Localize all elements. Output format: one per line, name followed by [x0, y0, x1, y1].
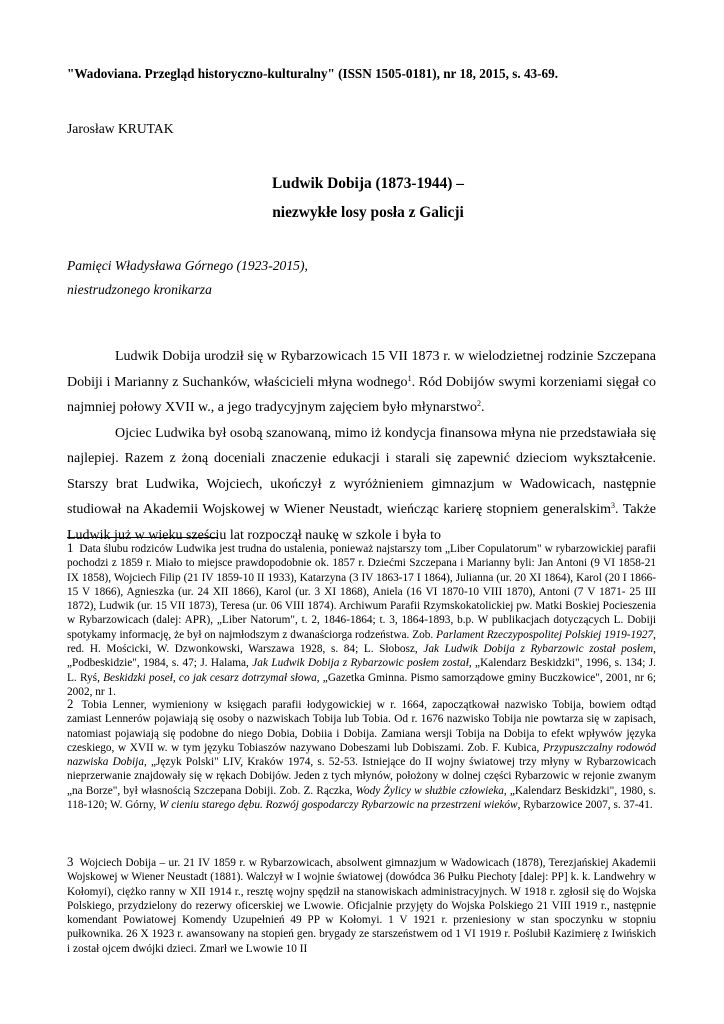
- footnote-1: [67, 541, 656, 699]
- footnote-1-text-3: , „Podbeskidzie", 1984, s. 47; J. Halama,: [67, 643, 656, 670]
- footnote-2-text-1: Tobia Lenner, wymieniony w księgach parafii łodygowickiej w r. 1664, zapoczątkował nazwisko Tobija, bowiem odtąd zamiast Lennerów pojawiają się osoby o nazwiskach Tobija lub Tobia. Od r. 1676 nazwisko Tobija nie powtarza się w zapisach, natomiast pojawiają się podobne do niego Dobia, Dobiia i Dobija. Zamiana wersji Tobija na Dobija to efekt wpływów języka czeskiego, w XVII w. w tym języku Tobiaszów nazywano Dobeszami lub Dobiszami. Zob. F. Kubica,: [67, 699, 656, 754]
- paragraph-2-text-a: Ojciec Ludwika był osobą szanowaną, mimo iż kondycja finansowa młyna nie przedstawiała się najlepiej. Razem z żoną doceniali znaczenie edukacji i starali się zapewnić dzieciom wykształcenie. Starszy brat Ludwika, Wojciech, ukończył z wyróżnieniem gimnazjum w Wadowicach, następnie studiował na Akademii Wojskowej w Wiener Neustadt, wieńcząc karierę stopniem generalskim: [67, 425, 656, 517]
- footnote-3-text-1: Wojciech Dobija – ur. 21 IV 1859 r. w Rybarzowicach, absolwent gimnazjum w Wadowicach (1878), Terezjańskiej Akademii Wojskowej w Wiener Neustadt (1881). Walczył w I wojnie światowej (dowódca 36 Pułku Piechoty [dalej: PP] k. k. Landwehry w Kołomyi), ciężko ranny w XII 1914 r., resztę wojny spędził na stanowiskach administracyjnych. W 1918 r. zgłosił się do Wojska Polskiego, przydzielony do rezerwy oficerskiej we Lwowie. Oficjalnie przyjęty do Wojska Polskiego 21 VIII 1919 r., następnie komendant Powiatowej Komendy Uzupełnień 49 PP w Kołomyi. 1 V 1921 r. przeniesiony w stan spoczynku w stopniu pułkownika. 26 X 1923 r. awansowany na stopień gen. brygady ze starszeństwem od 1 VI 1919 r. Poślubił Kazimierę z Iwińskich i został ojcem dwójki dzieci. Zmarł we Lwowie 10 II: [67, 857, 657, 955]
- footnote-1-text-5: , „Gazetka Gminna. Pismo samorządowe gminy Buczkowice", 2001, nr 6; 2002, nr 1.: [67, 671, 656, 698]
- footnote-1-text-1: Data ślubu rodziców Ludwika jest trudna do ustalenia, ponieważ najstarszy tom „Liber Copulatorum" w rybarzowickiej parafii pochodzi z 1859 r. Miało to miejsce prawdopodobnie ok. 1857 r. Dziećmi Szczepana i Marianny byli: Jan Antoni (9 VI 1858-21 IX 1858), Wojciech Filip (21 IV 1859-10 II 1933), Katarzyna (3 IV 1863-17 I 1864), Julianna (ur. 20 XI 1864), Karol (20 I 1866-15 V 1866), Agnieszka (ur. 24 XII 1866), Karol (ur. 3 XI 1868), Aniela (16 VI 1870-10 VIII 1870), Antoni (7 V 1871- 25 III 1872), Ludwik (ur. 15 VII 1873), Teresa (ur. 06 VIII 1874). Archiwum Parafii Rzymskokatolickiej pw. Matki Boskiej Pocieszenia w Rybarzowicach (dalej: APR), „Liber Natorum", t. 2, 1846-1864; t. 3, 1864-1893, b.p. W publikacjach dotyczących L. Dobiji spotykamy informację, że był on najmłodszym z dwanaściorga rodzeństwa. Zob.: [67, 543, 656, 641]
- dedication-line-1: Pamięci Władysława Górnego (1923-2015),: [67, 258, 308, 273]
- footnote-3-number: 3: [67, 855, 74, 869]
- footnote-1-text-2: , red. H. Mościcki, W. Dzwonkowski, Warszawa 1928, s. 84; L. Słobosz,: [67, 628, 656, 656]
- article-title-line-1: Ludwik Dobija (1873-1944) –: [272, 175, 464, 192]
- footnote-separator: [67, 537, 217, 538]
- author-name: Jarosław KRUTAK: [67, 121, 174, 136]
- main-body-text: [67, 344, 656, 548]
- paragraph-2: [67, 421, 656, 549]
- paragraph-2-text-b: . Także Ludwik już w wieku sześciu lat rozpoczął naukę w szkole i była to: [67, 502, 656, 543]
- footnote-ref-3[interactable]: 3: [611, 501, 616, 510]
- journal-citation-header: "Wadoviana. Przegląd historyczno-kulturalny" (ISSN 1505-0181), nr 18, 2015, s. 43-69.: [67, 66, 559, 81]
- footnote-1-text-4: , „Kalendarz Beskidzki", 1996, s. 134; J. L. Ryś,: [67, 657, 656, 684]
- footnote-ref-1[interactable]: 1: [407, 373, 412, 383]
- footnote-1-number: 1: [67, 541, 74, 555]
- footnote-2-text-2: , „Język Polski" LIV, Kraków 1974, s. 52-53. Istniejące do II wojny światowej trzy młyny w Rybarzowicach nieprzerwanie znajdowały się w rękach Dobijów. Jeden z tych młynów, położony w dolnej części Rybarzowic w rejonie zwanym „na Borze", był własnością Szczepana Dobiji. Zob. Z. Rączka,: [67, 756, 656, 797]
- footnote-1-italic-1: Parlament Rzeczypospolitej Polskiej 1919-1927: [436, 628, 654, 641]
- footnote-1-italic-4: Beskidzki poseł, co jak cesarz dotrzymał słowa: [103, 671, 317, 684]
- footnote-2: [67, 697, 656, 812]
- article-title-line-2: niezwykłe losy posła z Galicji: [272, 204, 464, 221]
- paragraph-1-text-a: Ludwik Dobija urodził się w Rybarzowicach 15 VII 1873 r. w wielodzietnej rodzinie Szczepana Dobiji i Marianny z Suchanków, właścicieli młyna wodnego: [67, 349, 656, 390]
- footnote-2-italic-1: Przypuszczalny rodowód nazwiska Dobija: [67, 741, 656, 769]
- footnote-3: [67, 855, 656, 956]
- footnote-1-italic-3: Jak Ludwik Dobija z Rybarzowic posłem został: [252, 657, 469, 670]
- paragraph-1-text-b: . Ród Dobijów swymi korzeniami sięgał co najmniej połowy XVII w., a jego tradycyjnym zajęciem było młynarstwo: [67, 374, 656, 415]
- footnote-2-italic-2: Wody Żylicy w służbie człowieka: [355, 784, 504, 797]
- paragraph-1-text-c: .: [481, 400, 485, 415]
- footnote-2-italic-3: W cieniu starego dębu. Rozwój gospodarczy Rybarzowic na przestrzeni wieków: [159, 799, 518, 812]
- footnote-2-text-3: , „Kalendarz Beskidzki", 1980, s. 118-120; W. Górny,: [67, 784, 657, 812]
- footnote-1-italic-2: Jak Ludwik Dobija z Rybarzowic został posłem: [423, 643, 654, 656]
- paragraph-1: [67, 344, 656, 421]
- footnote-2-text-4: , Rybarzowice 2007, s. 37-41.: [517, 799, 653, 812]
- footnote-ref-2[interactable]: 2: [477, 399, 482, 408]
- footnote-2-number: 2: [67, 697, 74, 711]
- dedication-line-2: niestrudzonego kronikarza: [67, 282, 212, 297]
